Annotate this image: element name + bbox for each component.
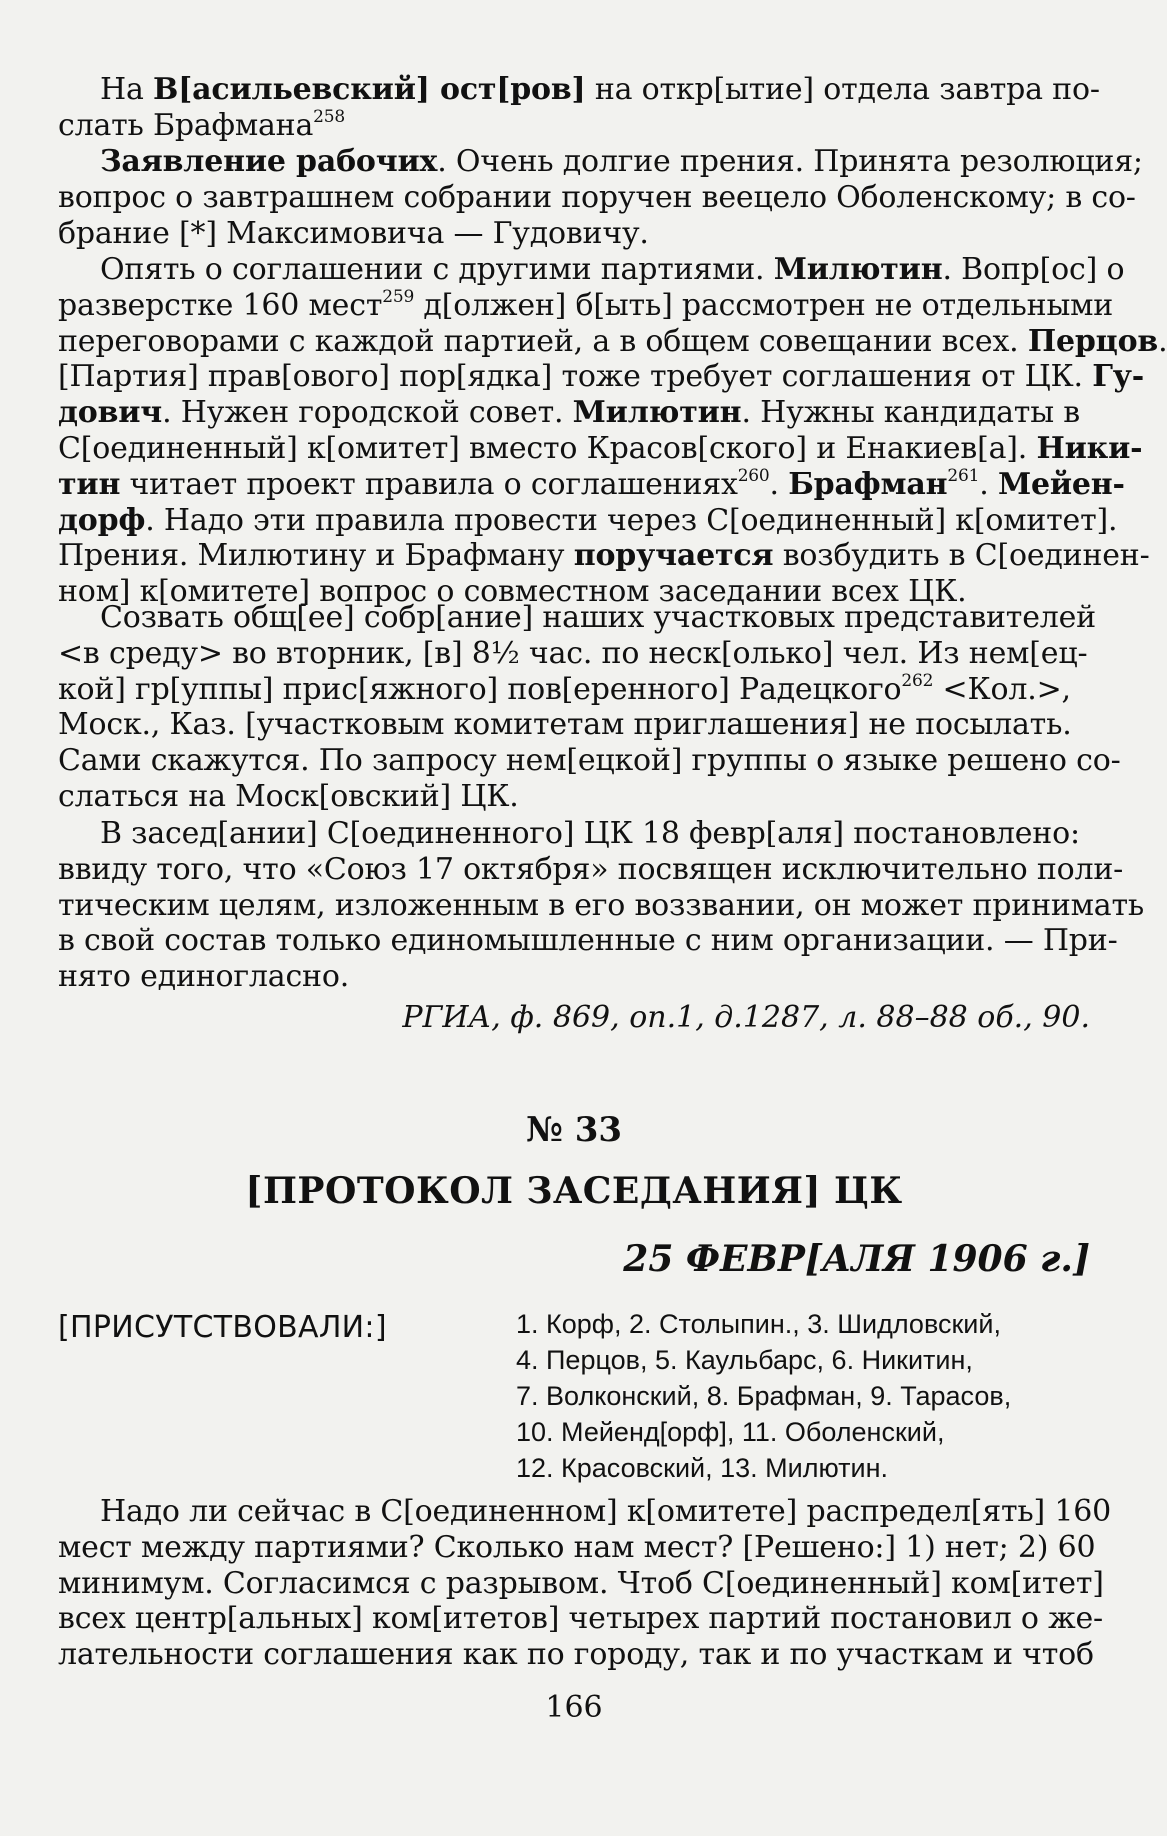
text-line <box>58 144 1143 180</box>
text-line <box>58 465 1125 503</box>
footnote-ref: 262 <box>901 670 934 691</box>
text-line: Моск., Каз. [участковым комитетам приглашения] не посылать. <box>58 707 1072 743</box>
text-line: вопрос о завтрашнем собрании поручен веецело Оболенскому; в со- <box>58 179 1136 215</box>
paragraph-4 <box>58 600 1121 815</box>
text-line: брание [*] Максимовича — Гудовичу. <box>58 215 649 251</box>
text-line <box>58 108 1090 144</box>
bold-term: Заявление рабочих <box>100 144 438 179</box>
text-line: Надо ли сейчас в С[оединенном] к[омитете] распредел[ять] 160 <box>100 1494 1112 1529</box>
text-span: . Надо эти правила провести через С[оединенный] к[омитет]. <box>145 502 1118 538</box>
text-span: <в среду> во вторник, [в] 8 <box>58 635 491 671</box>
list-item: 1. Корф, 2. Столыпин., 3. Шидловский, <box>516 1309 1001 1339</box>
bold-term: дорф <box>58 502 146 538</box>
bold-term: поручается <box>573 538 774 574</box>
list-item: 7. Волконский, 8. Брафман, 9. Тарасов, <box>516 1381 1012 1411</box>
page-number: 166 <box>545 1690 603 1725</box>
text-span: На <box>100 72 153 107</box>
text-line <box>58 323 1167 360</box>
text-span: читает проект правила о соглашениях <box>120 466 738 502</box>
bold-term: тин <box>58 466 121 502</box>
text-line: в свой состав только единомышленные с ним организации. — При- <box>58 923 1118 959</box>
text-line <box>58 72 1100 108</box>
text-line: нято единогласно. <box>58 959 350 995</box>
text-line: ввиду того, что «Союз 17 октября» посвящен исключительно поли- <box>58 851 1124 887</box>
document-date: 25 ФЕВР[АЛЯ 1906 г.] <box>623 1238 1090 1280</box>
text-span: . Очень долгие прения. Принята резолюция; <box>437 144 1143 179</box>
list-item: 4. Перцов, 5. Каульбарс, 6. Никитин, <box>516 1345 973 1375</box>
text-line <box>58 672 1090 708</box>
text-span: возбудить в С[оединен- <box>773 538 1150 574</box>
text-line: В засед[ании] С[оединенного] ЦК 18 февр[аля] постановлено: <box>100 816 1080 851</box>
fraction: ½ <box>490 635 520 671</box>
text-span: переговорами с каждой партией, а в общем совещании всех. <box>58 323 1028 359</box>
text-line: мест между партиями? Сколько нам мест? [Решено:] 1) нет; 2) 60 <box>58 1529 1096 1565</box>
text-span: . Вопр[ос] о <box>942 252 1125 287</box>
text-span: . Нужны кандидаты в <box>741 395 1080 431</box>
text-span: . <box>979 466 998 502</box>
paragraph-1 <box>58 72 1100 144</box>
text-line: слаться на Моск[овский] ЦК. <box>58 778 519 814</box>
text-span: Прения. Милютину и Брафману <box>58 538 574 574</box>
text-line <box>58 395 1090 431</box>
archival-source: РГИА, ф. 869, оп.1, д.1287, л. 88–88 об., 90. <box>402 1000 1090 1035</box>
text-line <box>58 538 1150 574</box>
text-span: час. по неск[олько] чел. Из нем[ец- <box>519 635 1088 671</box>
bold-term: Брафман <box>788 466 948 502</box>
footnote-ref: 260 <box>737 465 770 486</box>
footnote-ref: 259 <box>382 286 415 307</box>
text-span: на откр[ытие] отдела завтра по- <box>585 72 1100 107</box>
text-span: [Партия] прав[ового] пор[ядка] тоже требует соглашения от ЦК. <box>58 359 1093 395</box>
paragraph-5 <box>58 816 1145 995</box>
bold-term: Ники- <box>1036 430 1143 466</box>
text-line <box>58 286 1114 324</box>
bold-term: Мейен- <box>997 466 1125 502</box>
text-line <box>58 359 1145 395</box>
text-span: С[оединенный] к[омитет] вместо Красов[ского] и Енакиев[а]. <box>58 430 1037 466</box>
document-number: № 33 <box>525 1110 623 1150</box>
text-span: слать Брафмана <box>58 107 314 143</box>
bold-term: Перцов <box>1027 323 1159 359</box>
text-line: всех центр[альных] ком[итетов] четырех партий постановил о же- <box>58 1601 1103 1637</box>
attended-label: [ПРИСУТСТВОВАЛИ:] <box>58 1310 387 1345</box>
bold-term: В[асильевский] ост[ров] <box>152 72 586 107</box>
paragraph-2 <box>58 144 1143 251</box>
document-title: [ПРОТОКОЛ ЗАСЕДАНИЯ] ЦК <box>245 1170 903 1212</box>
text-line <box>58 502 1118 539</box>
text-line <box>58 636 1090 672</box>
text-line: ном] к[омитете] вопрос о совместном заседании всех ЦК. <box>58 574 967 610</box>
text-line <box>58 430 1143 467</box>
text-span: . <box>769 466 789 502</box>
bold-term: дович <box>58 395 163 431</box>
attended-list <box>516 1306 1011 1486</box>
text-span: д[олжен] б[ыть] рассмотрен не отдельными <box>414 287 1114 323</box>
text-span: Опять о соглашении с другими партиями. <box>100 252 774 287</box>
bold-term: Милютин <box>572 395 742 431</box>
text-line: Созвать общ[ее] собр[ание] наших участковых представителей <box>100 600 1096 635</box>
text-span: . <box>1158 323 1167 359</box>
list-item: 12. Красовский, 13. Милютин. <box>516 1453 889 1483</box>
paragraph-6 <box>58 1494 1112 1673</box>
text-span: <Кол.>, <box>933 671 1071 707</box>
bold-term: Гу- <box>1092 359 1145 395</box>
text-span: разверстке 160 мест <box>58 287 383 323</box>
text-span: кой] гр[уппы] прис[яжного] пов[еренного] Радецкого <box>58 671 902 707</box>
footnote-ref: 258 <box>313 106 345 127</box>
footnote-ref: 261 <box>947 465 980 486</box>
paragraph-3 <box>58 252 1167 610</box>
list-item: 10. Мейенд[орф], 11. Оболенский, <box>516 1417 945 1447</box>
text-span: . Нужен городской совет. <box>162 395 573 431</box>
text-line: Сами скажутся. По запросу нем[ецкой] группы о языке решено со- <box>58 743 1121 779</box>
bold-term: Милютин <box>773 252 943 287</box>
text-line: тическим целям, изложенным в его воззвании, он может принимать <box>58 887 1145 923</box>
text-line <box>58 252 1125 288</box>
text-line: лательности соглашения как по городу, так и по участкам и чтоб <box>58 1637 1094 1673</box>
text-line: минимум. Согласимся с разрывом. Чтоб С[оединенный] ком[итет] <box>58 1565 1104 1601</box>
